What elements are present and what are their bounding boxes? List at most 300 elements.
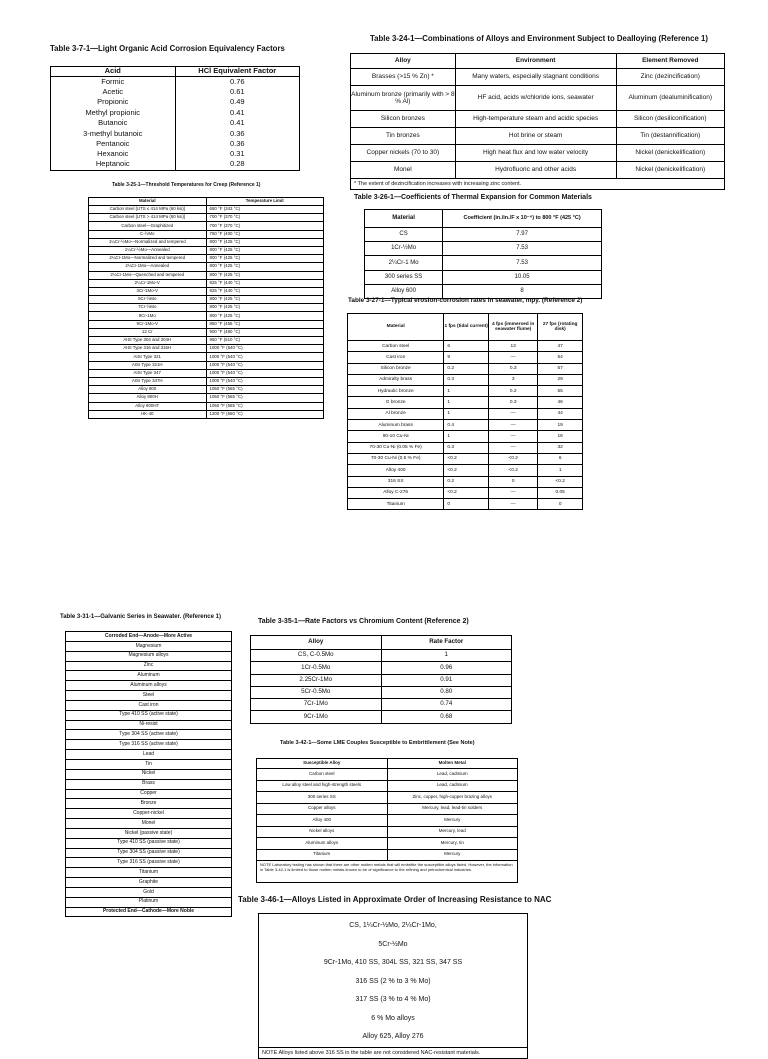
table-cell: 800 °F (425 °C): [206, 246, 324, 254]
table-cell: 0.36: [175, 139, 300, 149]
table-row: [66, 858, 232, 868]
table-3-25-1: [88, 197, 324, 419]
table-row: [89, 377, 324, 385]
table-cell: Titanium: [66, 868, 232, 878]
column-header: 27 fps (rotating disk): [538, 314, 583, 341]
table-row: [259, 914, 528, 936]
table-cell: Hot brine or steam: [455, 128, 616, 145]
table-cell: 0.31: [175, 149, 300, 159]
table-cell: Nickel (passive state): [66, 828, 232, 838]
table-cell: 0.4: [444, 420, 489, 431]
table-cell: HK-40: [89, 410, 207, 418]
table-row: [259, 1028, 528, 1047]
table-cell: AISI Type 321: [89, 353, 207, 361]
table-cell: High-temperature steam and acidic species: [455, 111, 616, 128]
table-cell: CS: [365, 228, 443, 242]
table-3-35-1-title: Table 3-35-1—Rate Factors vs Chromium Content (Reference 2): [258, 618, 469, 625]
table-cell: Cast iron: [66, 700, 232, 710]
table-cell: 850 °F (455 °C): [206, 320, 324, 328]
table-cell: 316 SS: [348, 476, 444, 487]
table-row: [351, 128, 725, 145]
table-cell: 0: [488, 476, 537, 487]
table-cell: 6 % Mo alloys: [259, 1010, 528, 1029]
table-cell: 44: [538, 408, 583, 419]
table-cell: 900 °F (480 °C): [206, 328, 324, 336]
table-cell: Alloy 400: [257, 815, 388, 827]
table-row: [66, 681, 232, 691]
table-cell: Aluminum alloys: [66, 681, 232, 691]
table-cell: Graphite: [66, 878, 232, 888]
table-row: [348, 487, 583, 498]
table-cell: Carbon steel: [348, 341, 444, 352]
table-cell: Type 316 SS (active state): [66, 740, 232, 750]
table-cell: —: [488, 431, 537, 442]
table-cell: Lead, cadmium: [387, 780, 518, 792]
table-row: [89, 304, 324, 312]
table-cell: Tin (destannification): [616, 128, 724, 145]
table-row: [348, 352, 583, 363]
table-row: [66, 819, 232, 829]
table-cell: AISI Type 347H: [89, 377, 207, 385]
table-cell: 0.80: [381, 686, 512, 698]
table-row: [66, 691, 232, 701]
table-cell: AISI Type 316 and 316H: [89, 345, 207, 353]
table-cell: —: [488, 499, 537, 510]
table-cell: 7.53: [443, 242, 602, 256]
table-3-25-1-title: Table 3-25-1—Threshold Temperatures for Creep (Reference 1): [112, 182, 261, 188]
table-cell: Type 410 SS (passive state): [66, 838, 232, 848]
table-row: [257, 769, 518, 781]
table-cell: 5Cr-½Mo: [259, 936, 528, 955]
table-cell: Mercury, tin: [387, 838, 518, 850]
table-cell: Acetic: [51, 87, 176, 97]
table-3-31-1: [65, 631, 232, 917]
table-row: [365, 256, 602, 270]
table-3-24-1: [350, 53, 725, 190]
table-row: [89, 222, 324, 230]
table-cell: 5Cr-½Mo: [89, 296, 207, 304]
table-cell: G bronze: [348, 397, 444, 408]
table-cell: Heptanoic: [51, 160, 176, 170]
table-cell: 16: [538, 431, 583, 442]
table-row: [365, 242, 602, 256]
table-cell: 54: [538, 352, 583, 363]
table-cell: 1050 °F (565 °C): [206, 402, 324, 410]
table-cell: 9Cr-1Mo: [89, 312, 207, 320]
table-cell: 700 °F (370 °C): [206, 214, 324, 222]
table-cell: Nickel: [66, 769, 232, 779]
table-row: [66, 769, 232, 779]
table-row: [348, 397, 583, 408]
table-cell: Type 410 SS (active state): [66, 710, 232, 720]
table-cell: Mercury: [387, 815, 518, 827]
table-row: [348, 453, 583, 464]
table-cell: 800 °F (425 °C): [206, 296, 324, 304]
table-cell: Monel: [351, 162, 456, 179]
table-row: [259, 973, 528, 992]
table-row: [348, 420, 583, 431]
table-cell: 2¼Cr-1Mo—Quenched and tempered: [89, 271, 207, 279]
table-cell: 1200 °F (650 °C): [206, 410, 324, 418]
table-cell: Lead, cadmium: [387, 769, 518, 781]
table-cell: AISI Type 347: [89, 369, 207, 377]
table-cell: Copper: [66, 789, 232, 799]
table-cell: 3: [488, 374, 537, 385]
table-3-42-1: [256, 758, 518, 883]
table-row: [51, 128, 300, 138]
table-cell: 950 °F (510 °C): [206, 337, 324, 345]
table-cell: High heat flux and low water velocity: [455, 145, 616, 162]
table-row: [259, 991, 528, 1010]
table-cell: Hydrofluoric and other acids: [455, 162, 616, 179]
table-cell: 1Cr-0.5Mo: [251, 662, 382, 674]
table-row: [51, 139, 300, 149]
table-row: [89, 255, 324, 263]
table-cell: Alloy 800H: [89, 394, 207, 402]
table-cell: Nickel (denickelification): [616, 145, 724, 162]
table-row: [89, 402, 324, 410]
table-row: [89, 337, 324, 345]
table-cell: 5Cr-0.5Mo: [251, 686, 382, 698]
table-cell: Silicon (desiliconification): [616, 111, 724, 128]
table-cell: <0.2: [488, 465, 537, 476]
table-row: [66, 838, 232, 848]
table-cell: 1000 °F (540 °C): [206, 361, 324, 369]
table-cell: 12 Cr: [89, 328, 207, 336]
table-row: [257, 780, 518, 792]
table-cell: CS, C-0.5Mo: [251, 650, 382, 662]
table-cell: 1Cr-½Mo: [365, 242, 443, 256]
column-header: Coefficient (in./in./F x 10⁻⁶) to 800 °F (425 °C): [443, 210, 602, 228]
table-footer-row: [66, 907, 232, 917]
table-cell: 32: [538, 442, 583, 453]
table-cell: 9: [444, 352, 489, 363]
table-cell: <0.2: [538, 476, 583, 487]
table-cell: Alloy 600: [365, 284, 443, 298]
table-row: [89, 271, 324, 279]
table-cell: Al bronze: [348, 408, 444, 419]
table-row: [89, 361, 324, 369]
table-cell: 7.53: [443, 256, 602, 270]
table-cell: Pentanoic: [51, 139, 176, 149]
table-cell: 1: [381, 650, 512, 662]
table-row: [89, 230, 324, 238]
table-3-27-1-title: Table 3-27-1—Typical erosion-corrosion rates in seawater, mpy. (Reference 2): [348, 297, 583, 304]
column-header: Temperature Limit: [206, 198, 324, 206]
table-cell: 300 series SS: [365, 270, 443, 284]
table-cell: —: [488, 420, 537, 431]
table-row: [251, 699, 512, 711]
table-cell: Mercury, lead: [387, 826, 518, 838]
table-cell: —: [488, 487, 537, 498]
table-cell: Admiralty brass: [348, 374, 444, 385]
table-cell: 0.41: [175, 118, 300, 128]
table-cell: 1: [444, 386, 489, 397]
table-cell: 0.3: [488, 397, 537, 408]
table-row: [89, 320, 324, 328]
table-footer: Protected End—Cathode—More Noble: [66, 907, 232, 917]
table-cell: 9Cr-1Mo: [251, 711, 382, 723]
table-row: [66, 700, 232, 710]
table-cell: 800 °F (425 °C): [206, 255, 324, 263]
table-cell: 750 °F (400 °C): [206, 230, 324, 238]
table-row: [51, 160, 300, 170]
table-cell: Type 304 SS (active state): [66, 730, 232, 740]
table-cell: 3-methyl butanoic: [51, 128, 176, 138]
table-3-42-1-title: Table 3-42-1—Some LME Couples Susceptible to Embrittlement (See Note): [280, 740, 475, 746]
table-row: [251, 650, 512, 662]
table-row: [51, 87, 300, 97]
table-cell: Zinc: [66, 661, 232, 671]
table-row: [259, 936, 528, 955]
table-cell: 7Cr-1Mo: [251, 699, 382, 711]
table-cell: 2.25Cr-1Mo: [251, 674, 382, 686]
table-row: [66, 897, 232, 907]
table-cell: Ni-resist: [66, 720, 232, 730]
column-header: Material: [348, 314, 444, 341]
table-row: [51, 77, 300, 87]
table-row: [66, 641, 232, 651]
table-row: [66, 779, 232, 789]
table-cell: Magnesium: [66, 641, 232, 651]
table-row: [89, 296, 324, 304]
table-cell: 0.49: [175, 97, 300, 107]
table-3-7-1: [50, 66, 300, 171]
table-row: [89, 345, 324, 353]
table-cell: 1000 °F (540 °C): [206, 377, 324, 385]
table-row: [365, 228, 602, 242]
table-cell: 0.3: [488, 363, 537, 374]
table-row: [251, 662, 512, 674]
table-cell: 0.36: [175, 128, 300, 138]
table-cell: 1: [444, 397, 489, 408]
table-row: [89, 369, 324, 377]
table-cell: Tin bronzes: [351, 128, 456, 145]
table-row: [66, 828, 232, 838]
table-row: [89, 328, 324, 336]
column-header: Corroded End—Anode—More Active: [66, 632, 232, 642]
table-row: [348, 442, 583, 453]
table-row: [251, 674, 512, 686]
table-cell: <0.2: [444, 465, 489, 476]
table-row: [66, 740, 232, 750]
table-3-46-1: [258, 913, 528, 1059]
table-cell: 0.05: [538, 487, 583, 498]
table-row: [251, 711, 512, 723]
table-cell: 0.76: [175, 77, 300, 87]
table-cell: 10.05: [443, 270, 602, 284]
table-row: [66, 720, 232, 730]
table-row: [66, 799, 232, 809]
table-row: [66, 809, 232, 819]
table-note: NOTE Alloys listed above 316 SS in the table are not considered NAC-resistant materials.: [258, 1048, 528, 1059]
table-cell: 0.28: [175, 160, 300, 170]
table-cell: Steel: [66, 691, 232, 701]
table-row: [89, 394, 324, 402]
table-cell: Butanoic: [51, 118, 176, 128]
table-cell: Copper nickels (70 to 30): [351, 145, 456, 162]
table-cell: 700 °F (370 °C): [206, 222, 324, 230]
table-cell: 1050 °F (565 °C): [206, 386, 324, 394]
table-cell: Nickel alloys: [257, 826, 388, 838]
table-cell: 47: [538, 341, 583, 352]
table-row: [89, 279, 324, 287]
table-cell: 1: [538, 465, 583, 476]
table-cell: 800 °F (425 °C): [206, 312, 324, 320]
table-row: [89, 206, 324, 214]
column-header: HCl Equivalent Factor: [175, 67, 300, 77]
table-cell: Monel: [66, 819, 232, 829]
table-cell: 1050 °F (565 °C): [206, 394, 324, 402]
table-cell: Carbon steel [UTS > 414 MPa (60 ksi)]: [89, 214, 207, 222]
table-cell: Silicon bronze: [348, 363, 444, 374]
table-cell: Cast iron: [348, 352, 444, 363]
table-row: [66, 651, 232, 661]
table-cell: <0.2: [444, 487, 489, 498]
table-cell: 8: [443, 284, 602, 298]
table-row: [348, 499, 583, 510]
table-3-26-1: [364, 209, 602, 299]
table-cell: 1000 °F (540 °C): [206, 369, 324, 377]
table-row: [348, 363, 583, 374]
table-row: [89, 246, 324, 254]
table-cell: Carbon steel [UTS ≤ 414 MPa (60 ksi)]: [89, 206, 207, 214]
table-cell: Alloy C-276: [348, 487, 444, 498]
table-cell: HF acid, acids w/chloride ions, seawater: [455, 86, 616, 111]
table-row: [66, 661, 232, 671]
table-cell: 9Cr-1Mo, 410 SS, 304L SS, 321 SS, 347 SS: [259, 954, 528, 973]
table-cell: —: [488, 442, 537, 453]
table-cell: 0.91: [381, 674, 512, 686]
table-cell: 6: [444, 341, 489, 352]
table-row: [66, 671, 232, 681]
column-header: Element Removed: [616, 54, 724, 69]
table-cell: 800 °F (425 °C): [206, 304, 324, 312]
table-cell: 7Cr-½Mo: [89, 304, 207, 312]
column-header: Material: [89, 198, 207, 206]
table-row: [351, 69, 725, 86]
table-row: [66, 759, 232, 769]
table-row: [348, 408, 583, 419]
table-cell: Carbon steel—Graphitized: [89, 222, 207, 230]
table-row: [66, 887, 232, 897]
table-cell: Titanium: [257, 849, 388, 861]
table-cell: Alloy 800: [89, 386, 207, 394]
table-cell: 0.74: [381, 699, 512, 711]
table-cell: 0.3: [444, 374, 489, 385]
table-cell: 70-30 Cu-Ni (0.05 % Fe): [348, 442, 444, 453]
table-cell: <0.2: [444, 453, 489, 464]
table-cell: 0.61: [175, 87, 300, 97]
table-row: [66, 868, 232, 878]
table-cell: CS, 1¼Cr-½Mo, 2¼Cr-1Mo,: [259, 914, 528, 936]
table-row: [351, 111, 725, 128]
table-3-24-1-title: Table 3-24-1—Combinations of Alloys and Environment Subject to Dealloying (Reference 1): [370, 34, 708, 43]
table-cell: Formic: [51, 77, 176, 87]
table-cell: Mercury: [387, 849, 518, 861]
table-row: [348, 374, 583, 385]
table-row: [257, 826, 518, 838]
column-header: Molten Metal: [387, 759, 518, 769]
table-cell: 1000 °F (540 °C): [206, 345, 324, 353]
table-row: [351, 86, 725, 111]
table-cell: 70-30 Cu-Ni (0.5 % Fe): [348, 453, 444, 464]
table-cell: 0: [444, 499, 489, 510]
table-cell: Alloy 800HT: [89, 402, 207, 410]
table-row: [257, 815, 518, 827]
table-row: [66, 710, 232, 720]
table-cell: 1¼Cr-½Mo—Normalized and tempered: [89, 238, 207, 246]
table-cell: Zinc (dezincification): [616, 69, 724, 86]
table-row: [66, 730, 232, 740]
table-row: [89, 263, 324, 271]
table-cell: 800 °F (425 °C): [206, 271, 324, 279]
table-row: [66, 848, 232, 858]
table-cell: 6: [538, 453, 583, 464]
table-row: [257, 803, 518, 815]
table-cell: 317 SS (3 % to 4 % Mo): [259, 991, 528, 1010]
table-row: [89, 410, 324, 418]
table-cell: Titanium: [348, 499, 444, 510]
table-row: [257, 849, 518, 861]
table-cell: Bronze: [66, 799, 232, 809]
table-row: [365, 270, 602, 284]
table-cell: Copper-nickel: [66, 809, 232, 819]
table-cell: 2¼Cr-1Mo-V: [89, 279, 207, 287]
table-cell: 316 SS (2 % to 3 % Mo): [259, 973, 528, 992]
table-3-26-1-title: Table 3-26-1—Coefficients of Thermal Expansion for Common Materials: [354, 194, 592, 201]
table-row: [348, 386, 583, 397]
table-cell: Brasses (>15 % Zn) *: [351, 69, 456, 86]
table-cell: 2¼Cr-1Mo—Normalized and tempered: [89, 255, 207, 263]
table-row: [51, 118, 300, 128]
table-row: [51, 149, 300, 159]
table-cell: Aluminum (dealuminification): [616, 86, 724, 111]
table-cell: 2¼Cr-1Mo—Annealed: [89, 263, 207, 271]
table-cell: 55: [538, 386, 583, 397]
table-cell: 800 °F (425 °C): [206, 238, 324, 246]
table-cell: Many waters, especially stagnant conditions: [455, 69, 616, 86]
table-cell: Mercury, lead, lead-tin solders: [387, 803, 518, 815]
table-cell: AISI Type 304 and 304H: [89, 337, 207, 345]
table-cell: Aluminum: [66, 671, 232, 681]
column-header: Environment: [455, 54, 616, 69]
table-cell: Tin: [66, 759, 232, 769]
column-header: Alloy: [351, 54, 456, 69]
table-row: [348, 476, 583, 487]
table-3-35-1: [250, 635, 512, 724]
table-cell: <0.2: [488, 453, 537, 464]
column-header: Acid: [51, 67, 176, 77]
table-row: [251, 686, 512, 698]
table-row: [348, 465, 583, 476]
table-row: [351, 162, 725, 179]
column-header: Alloy: [251, 636, 382, 650]
table-cell: Alloy 625, Alloy 276: [259, 1028, 528, 1047]
table-cell: 46: [538, 397, 583, 408]
table-3-27-1: [347, 313, 583, 510]
table-cell: 0.2: [444, 363, 489, 374]
table-row: [89, 353, 324, 361]
table-cell: Aluminum alloys: [257, 838, 388, 850]
table-cell: 90-10 Cu-Ni: [348, 431, 444, 442]
table-cell: 800 °F (425 °C): [206, 263, 324, 271]
table-cell: C-½Mo: [89, 230, 207, 238]
table-note: NOTE Laboratory testing has shown that there are other molten metals that will embrittle the susceptible alloys listed. However, the information in Table 3-42-1 is limited to those molten metals known to be of significance to the refining and petrochemical industries.: [256, 861, 518, 883]
table-cell: Low alloy steel and high-strength steels: [257, 780, 388, 792]
table-cell: 0: [538, 499, 583, 510]
table-cell: 57: [538, 363, 583, 374]
